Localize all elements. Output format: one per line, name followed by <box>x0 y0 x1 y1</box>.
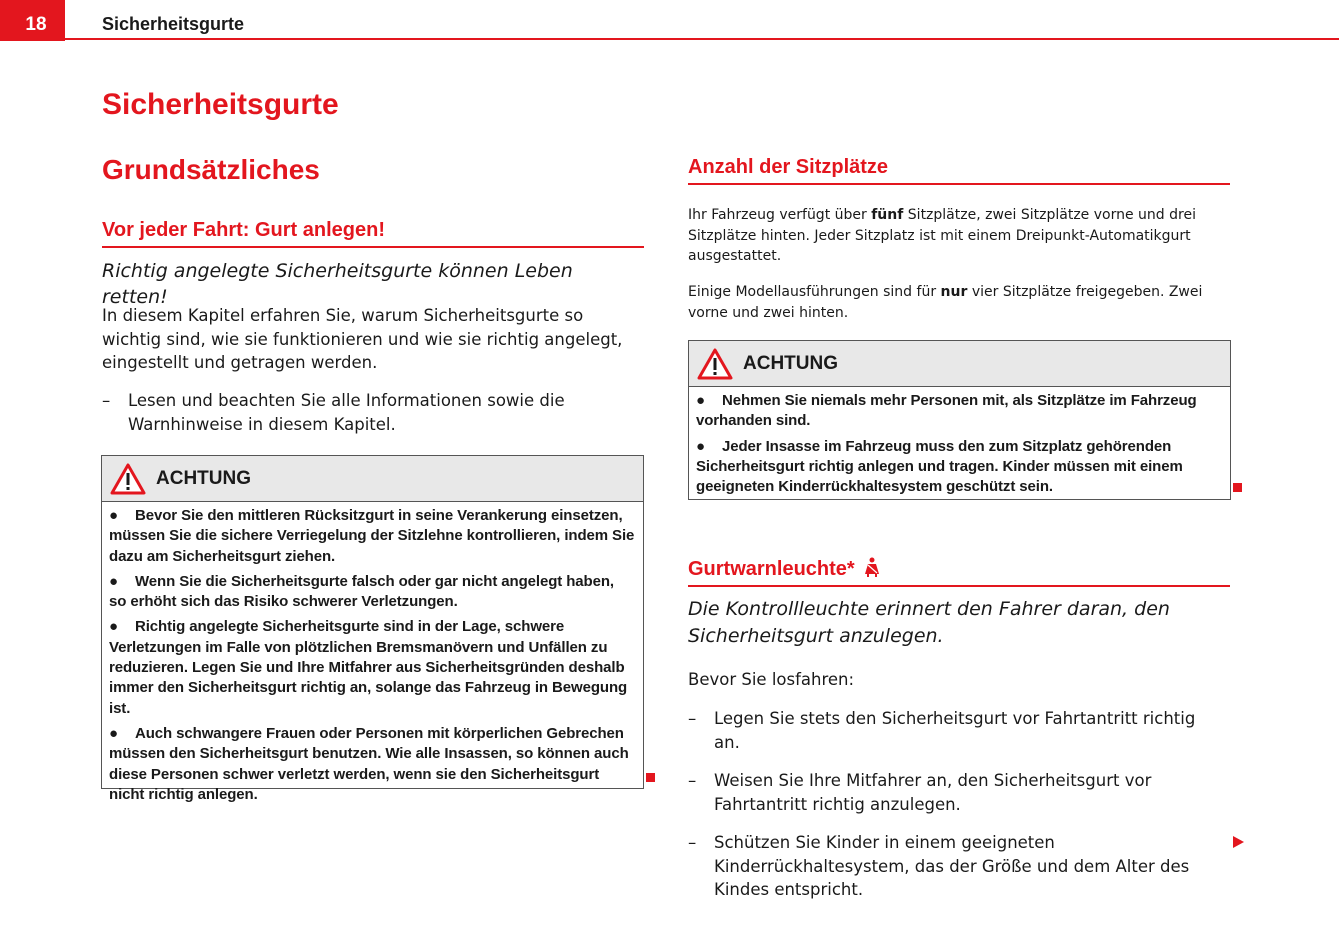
warning-header <box>102 456 643 502</box>
running-title: Sicherheitsgurte <box>102 14 245 34</box>
warning-item <box>696 437 1222 498</box>
warning-header <box>689 341 1230 387</box>
belt-warning-title-text: Gurtwarnleuchte* <box>688 558 855 580</box>
warning-item-text: Auch schwangere Frauen oder Personen mit körperlichen Gebrechen müssen den Sicherheitsgurt benutzen. Wie alle Insassen, so können auch diese Personen schwer verletzt werden, wenn sie den Sicherheitsgurt nicht richtig anlegen. <box>109 724 629 803</box>
warning-item-text: Nehmen Sie niemals mehr Personen mit, als Sitzplätze im Fahrzeug vorhanden sind. <box>696 392 1197 430</box>
warning-item-text: Wenn Sie die Sicherheitsgurte falsch oder gar nicht angelegt haben, so erhöht sich das Risiko schwerer Verletzungen. <box>109 572 614 611</box>
seats-warning-box <box>688 340 1231 500</box>
warning-body <box>102 502 643 814</box>
warning-item-text: Bevor Sie den mittleren Rücksitzgurt in seine Verankerung einsetzen, müssen Sie die sichere Verriegelung der Sitzlehne kontrollieren, indem Sie dazu am Sicherheitsgurt ziehen. <box>109 507 635 565</box>
page-number: 18 <box>25 14 47 35</box>
dash-marker: – <box>688 771 697 790</box>
bullet: ● <box>109 572 118 590</box>
warning-label: ACHTUNG <box>743 352 838 374</box>
belt-warning-intro: Bevor Sie losfahren: <box>688 670 855 689</box>
intro-paragraph: In diesem Kapitel erfahren Sie, warum Sicherheitsgurte so wichtig sind, wie sie funktionieren und wie sie richtig angelegt, eingestellt und getragen werden. <box>102 306 623 372</box>
text: Ihr Fahrzeug verfügt über <box>688 207 872 223</box>
header-rule <box>65 38 1339 40</box>
warning-label: ACHTUNG <box>156 467 251 489</box>
section-end-marker-icon <box>646 773 655 782</box>
page-number-box <box>0 0 65 41</box>
list-item <box>688 769 1218 816</box>
belt-instruction-list <box>688 707 1218 902</box>
list-item <box>688 831 1218 902</box>
seats-paragraph-2 <box>688 282 1218 323</box>
text: vier Sitzplätze freigegeben. Zwei vorne und zwei hinten. <box>688 284 1203 321</box>
bullet: ● <box>109 507 118 524</box>
seatbelt-warning-icon <box>864 557 880 577</box>
warning-item <box>109 572 635 613</box>
emphasis: nur <box>940 284 968 300</box>
warning-triangle-icon <box>697 348 733 380</box>
warning-item-text: Jeder Insasse im Fahrzeug muss den zum Sitzplatz gehörenden Sicherheitsgurt richtig anlegen und tragen. Kinder müssen mit einem geeigneten Kinderrückhaltesystem geschützt sein. <box>696 437 1183 496</box>
warning-triangle-icon <box>110 463 146 495</box>
bullet: ● <box>109 724 118 742</box>
emphasis: fünf <box>871 207 904 223</box>
subsection-title: Vor jeder Fahrt: Gurt anlegen! <box>102 219 644 248</box>
bullet: ● <box>109 618 118 636</box>
warning-item <box>109 724 635 805</box>
text: Sitzplätze, zwei Sitzplätze vorne und drei Sitzplätze hinten. Jeder Sitzplatz ist mit einem Dreipunkt-Automatikgurt ausgestattet. <box>688 207 1196 264</box>
text: Einige Modellausführungen sind für <box>688 284 941 300</box>
dash-marker: – <box>102 391 111 410</box>
dash-marker: – <box>688 709 697 728</box>
subsection-lead: Richtig angelegte Sicherheitsgurte können Leben retten! <box>102 260 573 308</box>
seats-title: Anzahl der Sitzplätze <box>688 156 1230 185</box>
warning-item <box>696 391 1222 432</box>
list-item <box>688 707 1218 754</box>
belt-warning-title <box>688 557 1230 587</box>
dash-marker: – <box>688 833 697 852</box>
list-item-text: Weisen Sie Ihre Mitfahrer an, den Sicherheitsgurt vor Fahrtantritt richtig anzulegen. <box>714 771 1152 814</box>
seats-paragraph-1 <box>688 205 1218 267</box>
bullet: ● <box>696 392 705 409</box>
warning-item <box>109 506 635 567</box>
list-item-text: Legen Sie stets den Sicherheitsgurt vor Fahrtantritt richtig an. <box>714 709 1196 752</box>
continue-arrow-icon <box>1233 836 1244 848</box>
bullet: ● <box>696 437 705 455</box>
chapter-title: Sicherheitsgurte <box>102 88 339 121</box>
warning-item <box>109 617 635 718</box>
section-end-marker-icon <box>1233 483 1242 492</box>
instruction-list <box>102 389 632 436</box>
belt-warning-lead: Die Kontrollleuchte erinnert den Fahrer daran, den Sicherheitsgurt anzulegen. <box>688 598 1170 647</box>
warning-body <box>689 387 1230 506</box>
page-header <box>0 0 1339 42</box>
warning-item-text: Richtig angelegte Sicherheitsgurte sind in der Lage, schwere Verletzungen im Falle von plötzlichen Bremsmanövern und Unfällen zu reduzieren. Legen Sie und Ihre Mitfahrer aus Sicherheitsgründen deshalb immer den Sicherheitsgurt richtig an, solange das Fahrzeug in Bewegung ist. <box>109 618 628 717</box>
warning-box <box>101 455 644 803</box>
list-item-text: Schützen Sie Kinder in einem geeigneten Kinderrückhaltesystem, das der Größe und dem Alter des Kindes entspricht. <box>714 833 1190 899</box>
list-item-text: Lesen und beachten Sie alle Informationen sowie die Warnhinweise in diesem Kapitel. <box>128 391 565 434</box>
list-item <box>102 389 632 436</box>
section-title: Grundsätzliches <box>102 154 320 185</box>
